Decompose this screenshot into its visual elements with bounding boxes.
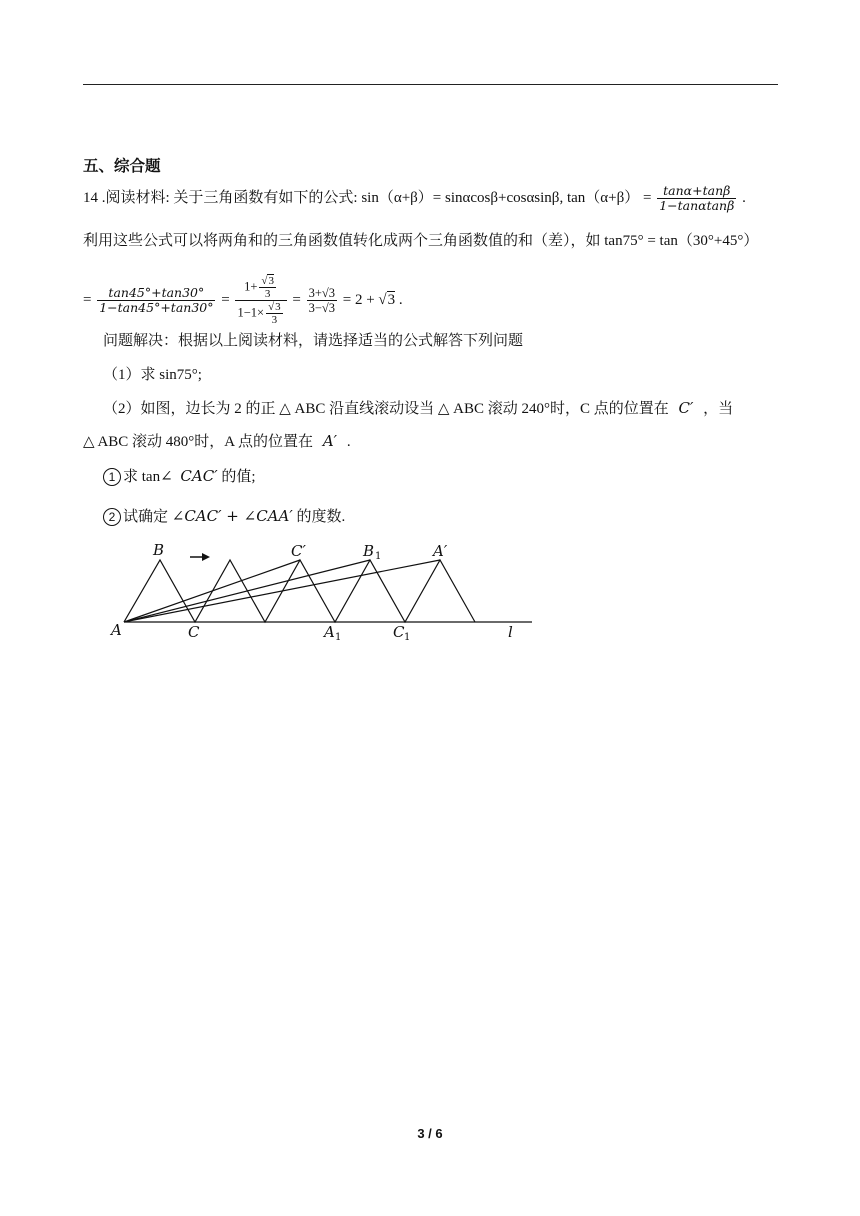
c-prime-symbol: C′ [678,399,694,417]
f2-den-sqrt: 3 [275,301,281,313]
label-a-prime: A′ [433,542,448,560]
triangle-zigzag [124,560,475,622]
segment-a-a-prime [124,560,440,622]
sub-question-1 [103,465,256,488]
f2-den-inner-den: 3 [266,313,283,326]
fraction-2 [235,275,286,326]
f2-num-inner-den: 3 [259,287,276,300]
fraction-2-denominator [235,300,286,326]
label-b1: B [363,542,375,560]
fraction-1-denominator: 1−tan45°+tan30° [99,300,214,315]
q2-line2-end: . [346,434,351,450]
q2-line2-text: △ ABC 滚动 480°时，A 点的位置在 [83,434,314,450]
label-c-prime: C′ [291,542,306,560]
label-a1-subscript: 1 [335,632,342,643]
tan-sum-fraction [657,184,736,213]
sub2-end: 的度数. [292,509,346,525]
fraction-3-denominator: 3−√3 [308,301,335,315]
label-c1-subscript: 1 [404,632,411,643]
section-title: 五、综合题 [83,157,161,175]
sub-question-2 [103,505,345,528]
problem-line-1 [83,184,746,213]
sub1-text: 求 tan∠ [123,469,173,485]
equals-3: = [292,291,301,308]
header-rule [83,84,778,85]
sub2-expression: ∠CAC′ + ∠CAA′ [171,507,293,525]
fraction-2-numerator [235,275,286,300]
circled-number-1: 1 [103,468,121,486]
equals-sign: = [83,291,92,308]
label-b: B [153,541,165,559]
f2-den-text: 1−1× [237,305,265,320]
a-prime-symbol: A′ [322,432,338,450]
sub1-end: 的值; [217,469,256,485]
task-intro: 问题解决：根据以上阅读材料，请选择适当的公式解答下列问题 [103,333,524,349]
tan-sum-denominator: 1−tanαtanβ [659,198,735,213]
circled-number-2: 2 [103,508,121,526]
problem-line-2: 利用这些公式可以将两角和的三角函数值转化成两个三角函数值的和（差），如 tan75° = tan（30°+45°） [83,233,759,249]
fraction-1 [97,286,215,315]
result-end: . [395,291,403,308]
label-a1: A [324,623,335,641]
problem-line-3: = $\frac{\tan 45^\circ+\tan 30^\circ}{1-\tan 45^\circ+\tan 30^\circ}$ = 1+ $\frac{√3}{3}$ 1−1× $\frac{√3}{3}$ = $\frac{3+√3}{3-√3}$ = 2 + √3 . [83,275,403,326]
fraction-3-numerator: 3+√3 [308,286,335,300]
question-2-line-1 [103,397,733,420]
result-prefix: = 2 + [342,291,379,308]
f2-num-inner-frac: $\frac{√3}{3}$ [261,275,274,300]
segment-a-c-prime [124,560,300,622]
problem-intro: 14 .阅读材料: 关于三角函数有如下的公式: sin（α+β）= sinαcosβ+cosαsinβ, tan（α+β） = [83,189,652,206]
arrow-icon [190,553,210,561]
line1-end: . [742,189,746,206]
q2-text: （2）如图，边长为 2 的正 △ ABC 沿直线滚动设当 △ ABC 滚动 240°时，C 点的位置在 [103,401,669,417]
question-2-line-2 [83,430,351,453]
label-c1: C [393,623,405,641]
segment-a-b1 [124,560,370,622]
equals-2: = [221,291,230,308]
sub1-angle: CAC′ [180,467,218,485]
rolling-triangle-figure [100,538,550,650]
tan-sum-numerator: tanα+tanβ [663,183,731,198]
f2-num-text: 1+ [244,279,258,294]
page-number: 3 / 6 [417,1126,443,1141]
fraction-1-numerator: tan45°+tan30° [108,285,205,300]
f2-den-inner-frac: $\frac{√3}{3}$ [268,301,281,326]
question-1: （1）求 sin75°; [103,367,202,383]
fraction-3 [307,286,337,315]
label-a: A [111,621,122,639]
label-c: C [188,623,200,641]
label-l: l [508,623,513,641]
f2-num-sqrt: 3 [268,275,274,287]
result-sqrt: 3 [387,291,396,308]
q2-line1-end: ，当 [703,401,734,417]
sub2-text: 试确定 [123,509,172,525]
label-b1-subscript: 1 [375,551,382,562]
